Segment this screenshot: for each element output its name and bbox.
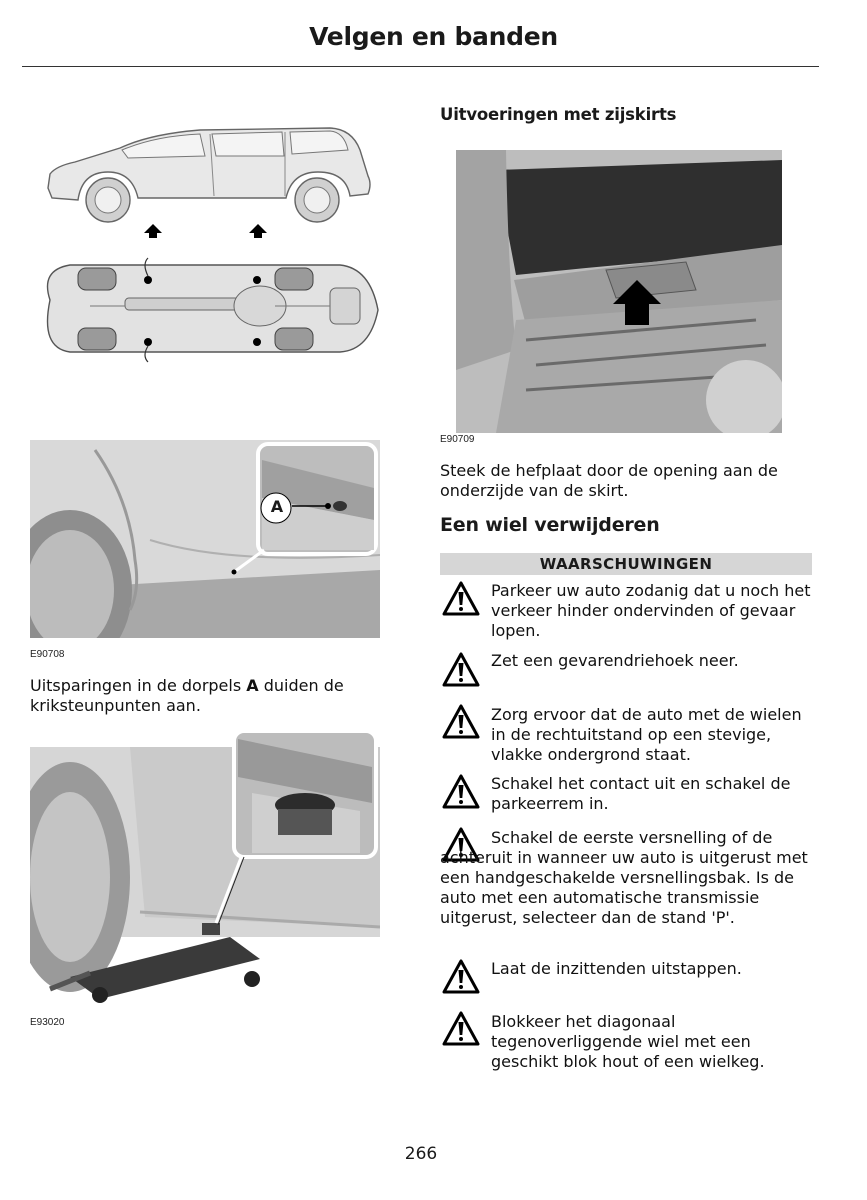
car-lift-points-svg: [30, 110, 382, 415]
warnings-title: WAARSCHUWINGEN: [440, 553, 812, 575]
figure-code: E90709: [440, 434, 475, 445]
figure-code: E93020: [30, 1017, 65, 1028]
figure-code: E90708: [30, 649, 65, 660]
lift-plate-paragraph: Steek de hefplaat door de opening aan de onderzijde van de skirt.: [440, 461, 778, 500]
sill-recess-paragraph: [30, 676, 385, 716]
callout-label-a: A: [270, 497, 284, 516]
arrow-up-icon: [249, 224, 267, 238]
title-divider: [22, 66, 819, 67]
para-text: duiden de kriksteunpunten aan.: [30, 676, 344, 715]
warning-triangle-icon: [441, 1010, 481, 1048]
jack-position-photo: [30, 727, 380, 1010]
arrow-up-icon: [144, 224, 162, 238]
side-skirt-lift-photo: [456, 150, 782, 433]
warning-triangle-icon: [441, 958, 481, 996]
warning-triangle-icon: [441, 580, 481, 618]
car-lift-points-illustration: [30, 110, 382, 415]
sill-recess-photo: [30, 440, 380, 638]
para-text: Uitsparingen in de dorpels: [30, 676, 247, 695]
section-heading-remove-wheel: Een wiel verwijderen: [440, 514, 660, 536]
warning-text: Zorg ervoor dat de auto met de wielen in de rechtuitstand op een stevige, vlakke ondergrond staat.: [491, 705, 802, 764]
warning-triangle-icon: [441, 651, 481, 689]
warning-triangle-icon: [441, 773, 481, 811]
warning-text: Zet een gevarendriehoek neer.: [491, 651, 739, 670]
warning-triangle-icon: [441, 703, 481, 741]
warning-text: Schakel de eerste versnelling of de achteruit in wanneer uw auto is uitgerust met een handgeschakelde versnellingsbak. Is de auto met een automatische transmissie uitgerust, selecteer dan de stand 'P'.: [440, 828, 808, 927]
section-heading-side-skirts: Uitvoeringen met zijskirts: [440, 105, 677, 124]
page-title: Velgen en banden: [309, 22, 558, 51]
warning-text: Laat de inzittenden uitstappen.: [491, 959, 742, 978]
warning-text: Blokkeer het diagonaal tegenoverliggende wiel met een geschikt blok hout of een wielkeg.: [491, 1012, 765, 1071]
warning-text: Schakel het contact uit en schakel de parkeerrem in.: [491, 774, 791, 813]
page-number: 266: [404, 1144, 438, 1164]
para-bold-ref: A: [246, 676, 259, 695]
warning-text: Parkeer uw auto zodanig dat u noch het verkeer hinder ondervinden of gevaar lopen.: [491, 581, 811, 640]
